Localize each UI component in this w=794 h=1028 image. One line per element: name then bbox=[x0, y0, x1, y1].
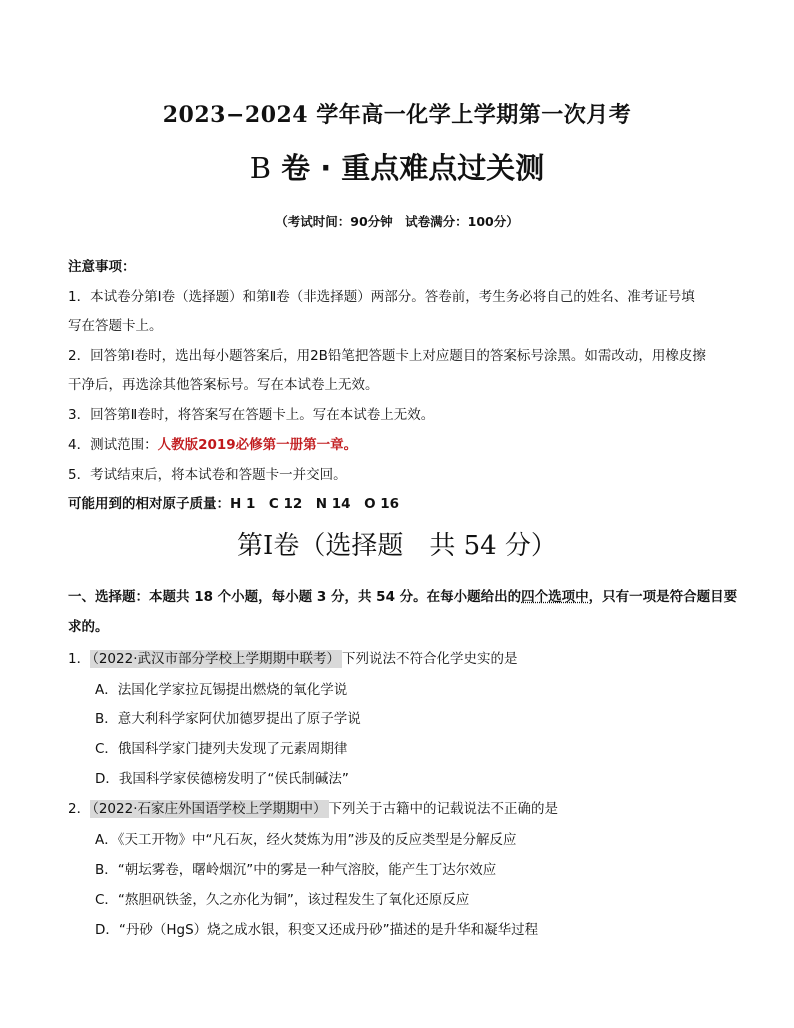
question-2-number: 2． bbox=[68, 801, 91, 817]
instructions-part-b: 四个选项中 bbox=[521, 589, 589, 605]
question-1-option-c: C．俄国科学家门捷列夫发现了元素周期律 bbox=[95, 741, 348, 757]
question-2-text: 下列关于古籍中的记载说法不正确的是 bbox=[328, 801, 558, 817]
exam-info: （考试时间：90分钟 试卷满分：100分） bbox=[275, 214, 519, 229]
question-2-option-d: D．“丹砂（HgS）烧之成水银，积变又还成丹砂”描述的是升华和凝华过程 bbox=[95, 922, 539, 938]
section-title: 第Ⅰ卷（选择题 共 54 分） bbox=[237, 531, 557, 561]
note-item-1-line-2: 写在答题卡上。 bbox=[68, 318, 163, 334]
instructions-line-1 bbox=[68, 585, 737, 605]
subtitle-letter: B bbox=[249, 151, 271, 185]
note-item-4-prefix: 4．测试范围： bbox=[68, 437, 158, 453]
question-1-text: 下列说法不符合化学史实的是 bbox=[342, 651, 518, 667]
instructions-part-c: ，只有一项是符合题目要 bbox=[588, 589, 738, 605]
note-item-2-line-2: 干净后，再选涂其他答案标号。写在本试卷上无效。 bbox=[68, 377, 379, 393]
instructions-line-2: 求的。 bbox=[68, 619, 109, 635]
instructions-part-a: 一、选择题：本题共 18 个小题，每小题 3 分，共 54 分。在每小题给出的 bbox=[68, 589, 522, 605]
question-1-option-a: A．法国化学家拉瓦锡提出燃烧的氧化学说 bbox=[95, 682, 348, 698]
question-2-option-c: C．“熬胆矾铁釜，久之亦化为铜”，该过程发生了氧化还原反应 bbox=[95, 892, 470, 908]
note-item-4 bbox=[68, 433, 357, 453]
question-1-source: （2022·武汉市部分学校上学期期中联考） bbox=[92, 651, 340, 667]
subtitle-text: 卷 · 重点难点过关测 bbox=[271, 151, 545, 185]
question-1-option-d: D．我国科学家侯德榜发明了“侯氏制碱法” bbox=[95, 771, 349, 787]
question-1-option-b: B．意大利科学家阿伏加德罗提出了原子学说 bbox=[95, 711, 361, 727]
question-2-source: （2022·石家庄外国语学校上学期期中） bbox=[92, 801, 327, 817]
question-1-number: 1． bbox=[68, 651, 91, 667]
exam-subtitle bbox=[0, 146, 794, 187]
question-1-stem bbox=[68, 647, 518, 667]
test-scope-highlight: 人教版2019必修第一册第一章。 bbox=[157, 437, 358, 453]
atomic-mass-line: 可能用到的相对原子质量：H 1 C 12 N 14 O 16 bbox=[68, 496, 400, 512]
question-2-option-a: A．《天工开物》中“凡石灰，经火焚炼为用”涉及的反应类型是分解反应 bbox=[95, 832, 517, 848]
note-item-1-line-1: 1．本试卷分第Ⅰ卷（选择题）和第Ⅱ卷（非选择题）两部分。答卷前，考生务必将自己的姓名、准考证号填 bbox=[68, 289, 695, 305]
note-item-5: 5．考试结束后，将本试卷和答题卡一并交回。 bbox=[68, 467, 347, 483]
note-item-3: 3．回答第Ⅱ卷时，将答案写在答题卡上。写在本试卷上无效。 bbox=[68, 407, 435, 423]
exam-title: 2023−2024 学年高一化学上学期第一次月考 bbox=[162, 102, 632, 128]
notes-heading: 注意事项： bbox=[68, 259, 136, 275]
note-item-2-line-1: 2．回答第Ⅰ卷时，选出每小题答案后，用2B铅笔把答题卡上对应题目的答案标号涂黑。如需改动，用橡皮擦 bbox=[68, 348, 706, 364]
question-2-stem bbox=[68, 797, 558, 817]
question-2-option-b: B．“朝坛雾卷，曙岭烟沉”中的雾是一种气溶胶，能产生丁达尔效应 bbox=[95, 862, 497, 878]
